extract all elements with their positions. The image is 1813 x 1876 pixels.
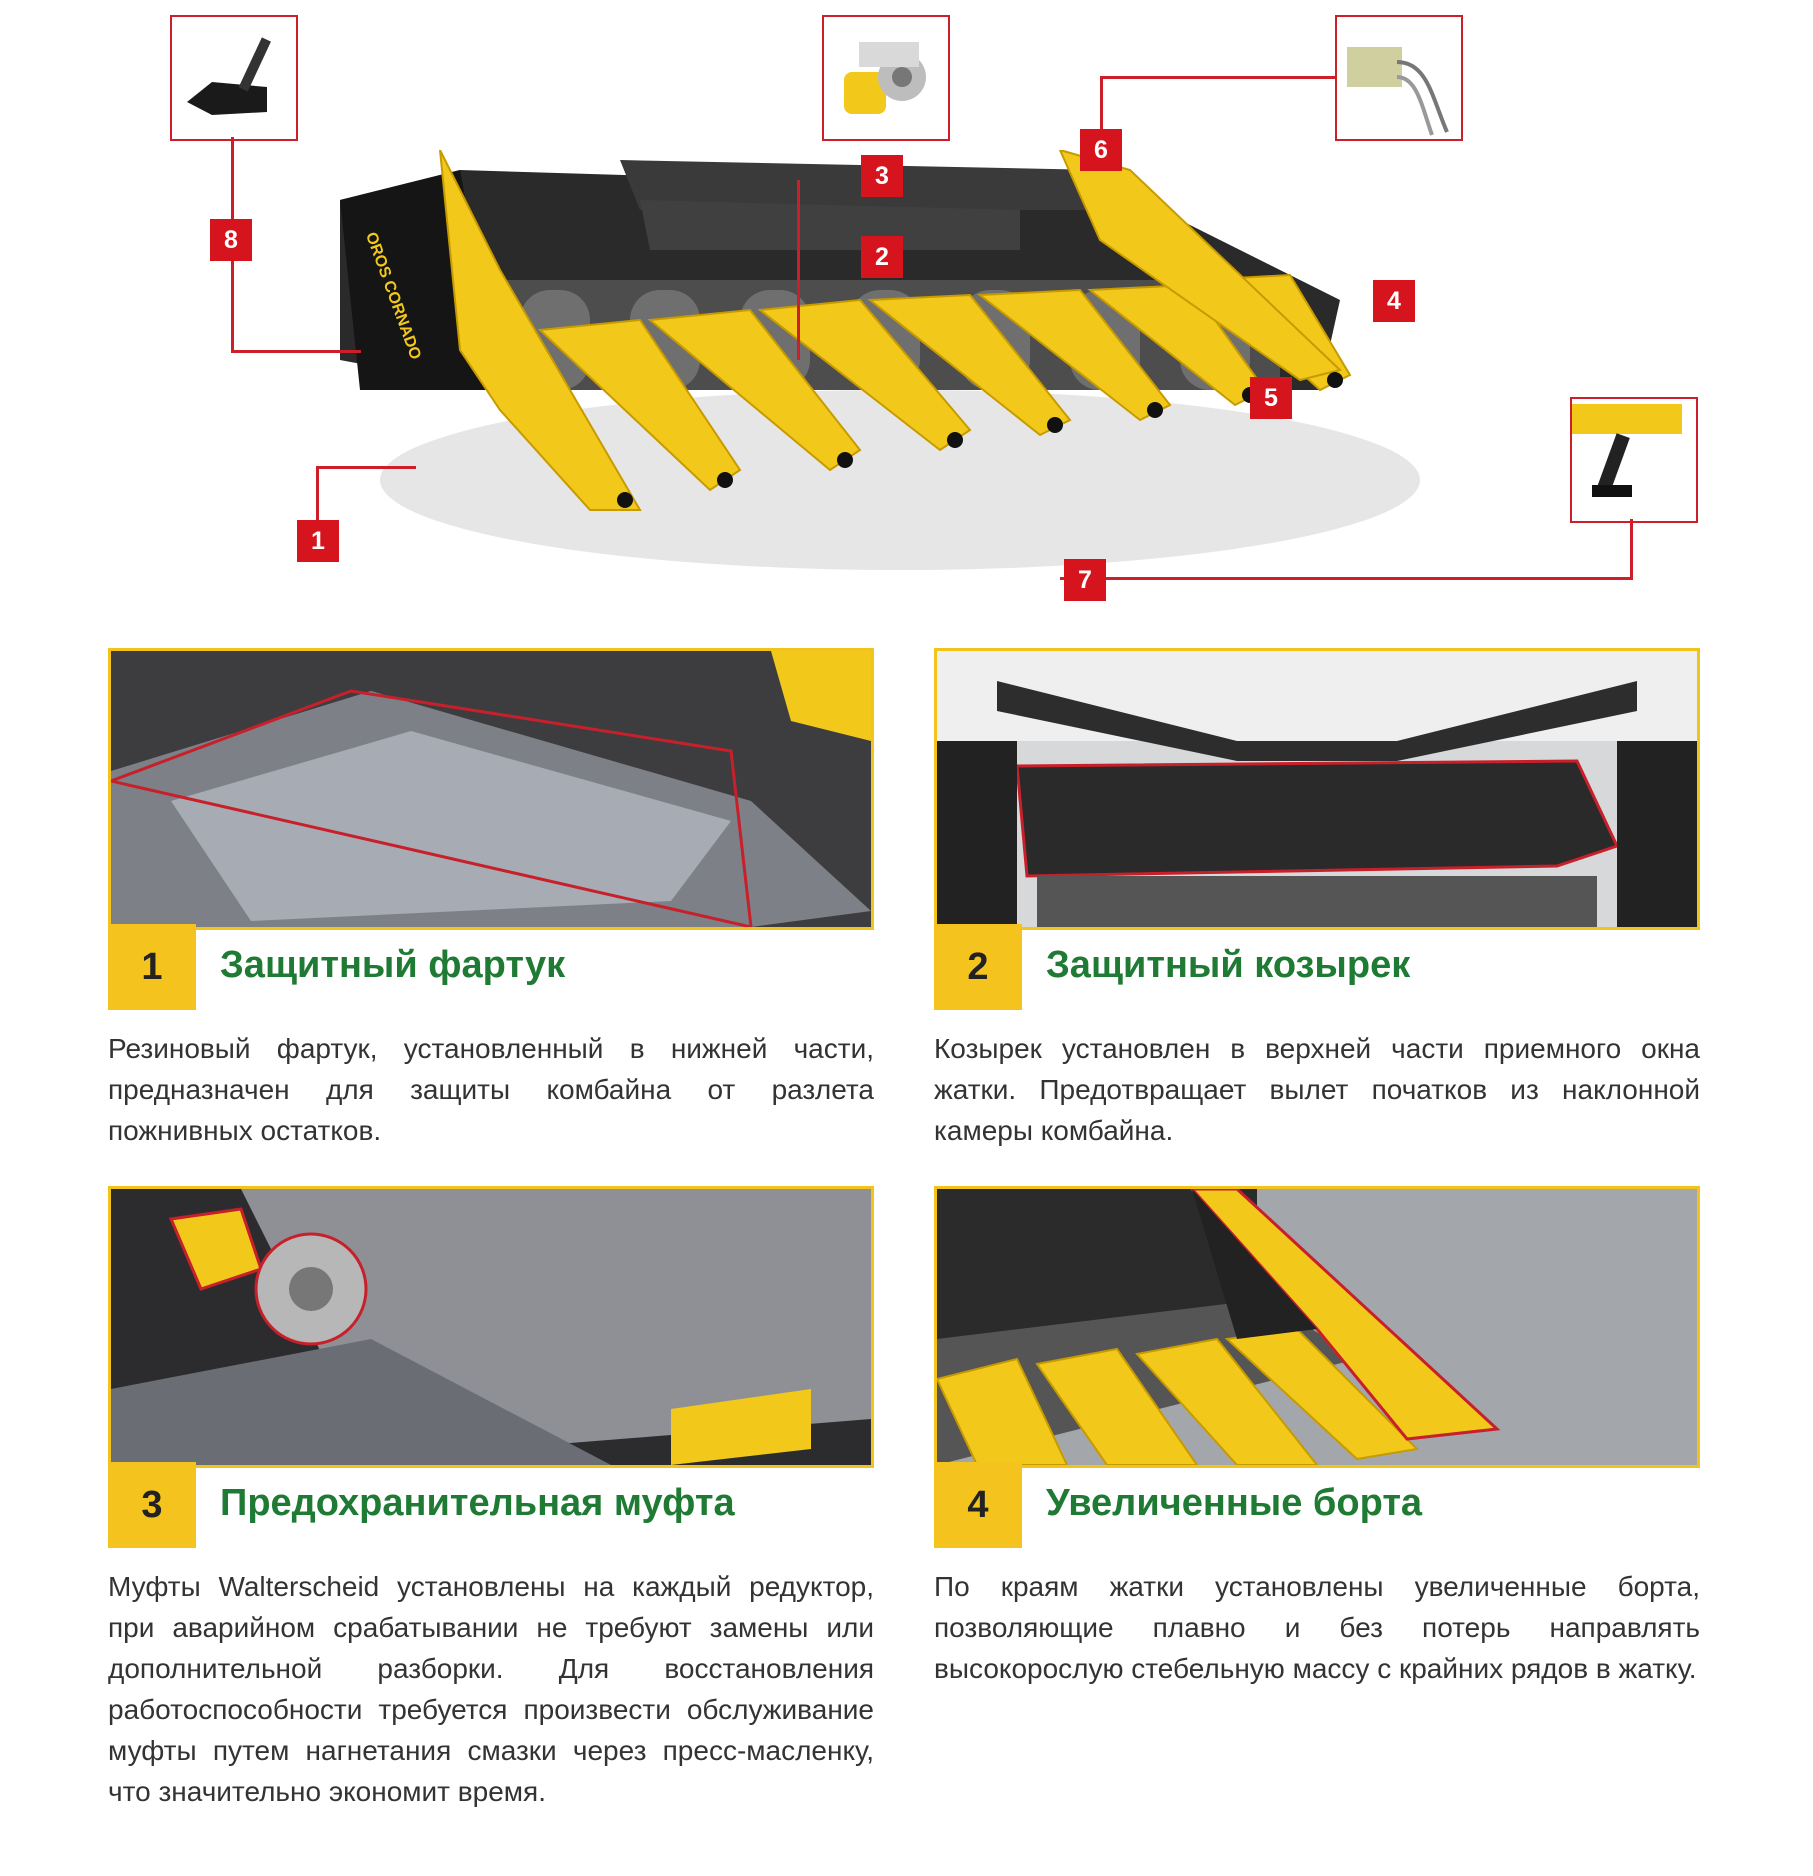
detail-box-support-stand xyxy=(1570,397,1698,523)
photo-safety-clutch xyxy=(108,1186,874,1468)
marker-7: 7 xyxy=(1064,559,1106,601)
feature-description: Козырек установлен в верхней части приемного окна жатки. Предотвращает вылет початков из наклонной камеры комбайна. xyxy=(934,1033,1700,1146)
marker-3: 3 xyxy=(861,155,903,197)
photo-apron xyxy=(108,648,874,930)
feature-number-badge: 4 xyxy=(934,1462,1022,1548)
marker-2: 2 xyxy=(861,236,903,278)
marker-4: 4 xyxy=(1373,280,1415,322)
corn-header-illustration xyxy=(340,150,1520,620)
feature-number-badge: 2 xyxy=(934,924,1022,1010)
feature-title: Защитный козырек xyxy=(1046,944,1411,986)
marker-1: 1 xyxy=(297,520,339,562)
feature-description: Резиновый фартук, установленный в нижней части, предназначен для защиты комбайна от разлета пожнивных остатков. xyxy=(108,1033,874,1146)
feature-title: Предохранительная муфта xyxy=(220,1482,735,1524)
feature-raised-sides xyxy=(934,1186,1700,1786)
marker-5: 5 xyxy=(1250,377,1292,419)
feature-visor xyxy=(934,648,1700,1168)
detail-box-skid-shoe xyxy=(170,15,298,141)
leader-line-8 xyxy=(231,350,361,353)
feature-description: Муфты Walterscheid установлены на каждый редуктор, при аварийном срабатывании не требуют замены или дополнительной разборки. Для восстановления работоспособности требуется произвести обслуживание муфты путем нагнетания смазки через пресс-масленку, что значительно экономит время. xyxy=(108,1571,874,1807)
marker-6: 6 xyxy=(1080,129,1122,171)
leader-line-6 xyxy=(1100,76,1103,136)
photo-visor xyxy=(934,648,1700,930)
leader-line-1 xyxy=(316,466,319,526)
marker-8: 8 xyxy=(210,219,252,261)
leader-line-7 xyxy=(1630,519,1633,579)
feature-number-badge: 1 xyxy=(108,924,196,1010)
feature-apron xyxy=(108,648,874,1168)
feature-title: Увеличенные борта xyxy=(1046,1482,1423,1524)
photo-raised-sides xyxy=(934,1186,1700,1468)
feature-description: По краям жатки установлены увеличенные борта, позволяющие плавно и без потерь направлять высокорослую стебельную массу с крайних рядов в жатку. xyxy=(934,1571,1700,1684)
leader-line-1 xyxy=(316,466,416,469)
leader-line-3 xyxy=(797,180,800,360)
leader-line-7 xyxy=(1060,577,1633,580)
header-diagram xyxy=(0,0,1813,640)
detail-box-clutch xyxy=(822,15,950,141)
feature-title: Защитный фартук xyxy=(220,944,566,986)
brand-text: OROS CORNADO xyxy=(362,230,424,362)
feature-number-badge: 3 xyxy=(108,1462,196,1548)
detail-box-hydraulics xyxy=(1335,15,1463,141)
leader-line-6 xyxy=(1100,76,1335,79)
feature-safety-clutch xyxy=(108,1186,874,1876)
